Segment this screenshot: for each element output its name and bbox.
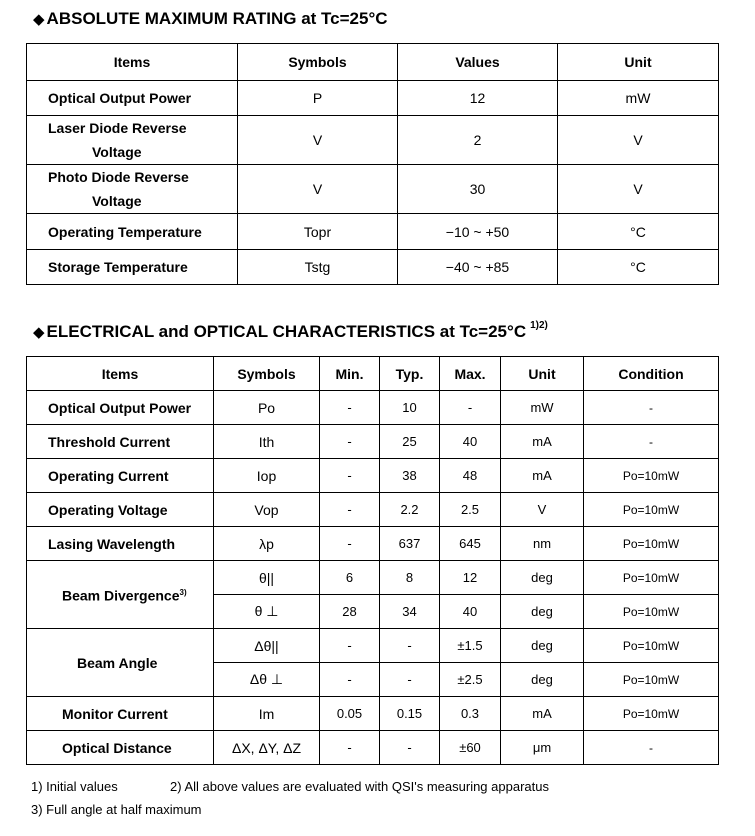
unit-cell: mW xyxy=(558,81,719,116)
symbol-cell: θ|| xyxy=(214,561,320,595)
condition-cell: Po=10mW xyxy=(584,527,719,561)
table-header-row xyxy=(27,357,719,391)
max-cell: ±1.5 xyxy=(440,629,501,663)
table-row xyxy=(27,493,719,527)
max-cell: ±60 xyxy=(440,731,501,765)
min-cell: 6 xyxy=(320,561,380,595)
typ-cell: 0.15 xyxy=(380,697,440,731)
footnote-1: 1) Initial values xyxy=(31,779,118,794)
max-cell: ±2.5 xyxy=(440,663,501,697)
max-cell: 48 xyxy=(440,459,501,493)
max-cell: 645 xyxy=(440,527,501,561)
title-footnote-ref: 1)2) xyxy=(530,320,548,332)
typ-cell: 25 xyxy=(380,425,440,459)
condition-cell: Po=10mW xyxy=(584,697,719,731)
table-header-row xyxy=(27,44,719,81)
condition-cell: - xyxy=(584,391,719,425)
min-cell: - xyxy=(320,663,380,697)
min-cell: - xyxy=(320,459,380,493)
unit-cell: deg xyxy=(501,663,584,697)
table-row xyxy=(27,459,719,493)
typ-cell: 34 xyxy=(380,595,440,629)
footnote-3: 3) Full angle at half maximum xyxy=(31,802,202,817)
symbol-cell: θ ⊥ xyxy=(214,595,320,629)
item-cell: Laser Diode Reverse Voltage xyxy=(27,116,238,165)
section1-title: ◆ ABSOLUTE MAXIMUM RATING at Tc=25°C xyxy=(33,9,388,28)
max-cell: 40 xyxy=(440,595,501,629)
symbol-cell: λp xyxy=(214,527,320,561)
item-cell: Optical Output Power xyxy=(27,81,238,116)
unit-cell: nm xyxy=(501,527,584,561)
unit-cell: °C xyxy=(558,250,719,285)
unit-cell: deg xyxy=(501,629,584,663)
table-row xyxy=(27,391,719,425)
table-row xyxy=(27,629,719,663)
table-row xyxy=(27,425,719,459)
unit-cell: mA xyxy=(501,459,584,493)
symbol-cell: Iop xyxy=(214,459,320,493)
table-row xyxy=(27,116,719,165)
typ-cell: 8 xyxy=(380,561,440,595)
header-items: Items xyxy=(27,357,214,391)
header-max: Max. xyxy=(440,357,501,391)
condition-cell: Po=10mW xyxy=(584,663,719,697)
condition-cell: - xyxy=(584,731,719,765)
symbol-cell: Δθ ⊥ xyxy=(214,663,320,697)
footnote-2: 2) All above values are evaluated with QSI's measuring apparatus xyxy=(170,779,549,794)
unit-cell: V xyxy=(558,116,719,165)
unit-cell: V xyxy=(501,493,584,527)
min-cell: - xyxy=(320,527,380,561)
max-cell: 2.5 xyxy=(440,493,501,527)
unit-cell: mW xyxy=(501,391,584,425)
typ-cell: 10 xyxy=(380,391,440,425)
symbol-cell: Tstg xyxy=(238,250,398,285)
table-row xyxy=(27,81,719,116)
typ-cell: - xyxy=(380,629,440,663)
header-symbols: Symbols xyxy=(214,357,320,391)
table-row xyxy=(27,214,719,250)
item-cell: Photo Diode Reverse Voltage xyxy=(27,165,238,214)
header-typ: Typ. xyxy=(380,357,440,391)
unit-cell: mA xyxy=(501,425,584,459)
min-cell: - xyxy=(320,731,380,765)
min-cell: - xyxy=(320,425,380,459)
absolute-max-rating-table xyxy=(26,43,719,285)
item-cell: Operating Temperature xyxy=(27,214,238,250)
value-cell: −40 ~ +85 xyxy=(398,250,558,285)
section2-title: ◆ ELECTRICAL and OPTICAL CHARACTERISTICS at Tc=25°C $^{1)2)}$ xyxy=(33,320,548,341)
item-cell: Monitor Current xyxy=(27,697,214,731)
diamond-bullet-icon: ◆ xyxy=(33,324,45,341)
item-cell: Operating Voltage xyxy=(27,493,214,527)
table-row xyxy=(27,561,719,595)
symbol-cell: Im xyxy=(214,697,320,731)
header-min: Min. xyxy=(320,357,380,391)
item-cell: Optical Output Power xyxy=(27,391,214,425)
table-row xyxy=(27,731,719,765)
min-cell: 28 xyxy=(320,595,380,629)
header-unit: Unit xyxy=(501,357,584,391)
value-cell: −10 ~ +50 xyxy=(398,214,558,250)
unit-cell: deg xyxy=(501,561,584,595)
min-cell: - xyxy=(320,629,380,663)
table-row xyxy=(27,165,719,214)
table-row xyxy=(27,697,719,731)
condition-cell: Po=10mW xyxy=(584,493,719,527)
header-symbols: Symbols xyxy=(238,44,398,81)
header-condition: Condition xyxy=(584,357,719,391)
typ-cell: - xyxy=(380,663,440,697)
value-cell: 30 xyxy=(398,165,558,214)
unit-cell: deg xyxy=(501,595,584,629)
min-cell: - xyxy=(320,493,380,527)
condition-cell: - xyxy=(584,425,719,459)
typ-cell: 637 xyxy=(380,527,440,561)
symbol-cell: V xyxy=(238,116,398,165)
electrical-optical-table xyxy=(26,356,719,765)
symbol-cell: Po xyxy=(214,391,320,425)
header-items: Items xyxy=(27,44,238,81)
symbol-cell: ΔX, ΔY, ΔZ xyxy=(214,731,320,765)
header-unit: Unit xyxy=(558,44,719,81)
item-cell: Operating Current xyxy=(27,459,214,493)
table-row xyxy=(27,250,719,285)
max-cell: 12 xyxy=(440,561,501,595)
value-cell: 2 xyxy=(398,116,558,165)
unit-cell: °C xyxy=(558,214,719,250)
typ-cell: 2.2 xyxy=(380,493,440,527)
typ-cell: - xyxy=(380,731,440,765)
header-values: Values xyxy=(398,44,558,81)
item-cell: Storage Temperature xyxy=(27,250,238,285)
symbol-cell: Vop xyxy=(214,493,320,527)
min-cell: - xyxy=(320,391,380,425)
item-cell: Threshold Current xyxy=(27,425,214,459)
table-row xyxy=(27,527,719,561)
unit-cell: μm xyxy=(501,731,584,765)
diamond-bullet-icon: ◆ xyxy=(33,11,45,28)
beam-divergence-item-cell: Beam Divergence$^{3)}$ xyxy=(27,561,214,629)
typ-cell: 38 xyxy=(380,459,440,493)
condition-cell: Po=10mW xyxy=(584,561,719,595)
condition-cell: Po=10mW xyxy=(584,629,719,663)
condition-cell: Po=10mW xyxy=(584,595,719,629)
unit-cell: mA xyxy=(501,697,584,731)
symbol-cell: Topr xyxy=(238,214,398,250)
max-cell: 0.3 xyxy=(440,697,501,731)
max-cell: - xyxy=(440,391,501,425)
item-cell: Lasing Wavelength xyxy=(27,527,214,561)
symbol-cell: Ith xyxy=(214,425,320,459)
max-cell: 40 xyxy=(440,425,501,459)
symbol-cell: V xyxy=(238,165,398,214)
symbol-cell: P xyxy=(238,81,398,116)
beam-angle-item-cell: Beam Angle xyxy=(27,629,214,697)
symbol-cell: Δθ|| xyxy=(214,629,320,663)
value-cell: 12 xyxy=(398,81,558,116)
unit-cell: V xyxy=(558,165,719,214)
item-cell: Optical Distance xyxy=(27,731,214,765)
condition-cell: Po=10mW xyxy=(584,459,719,493)
min-cell: 0.05 xyxy=(320,697,380,731)
